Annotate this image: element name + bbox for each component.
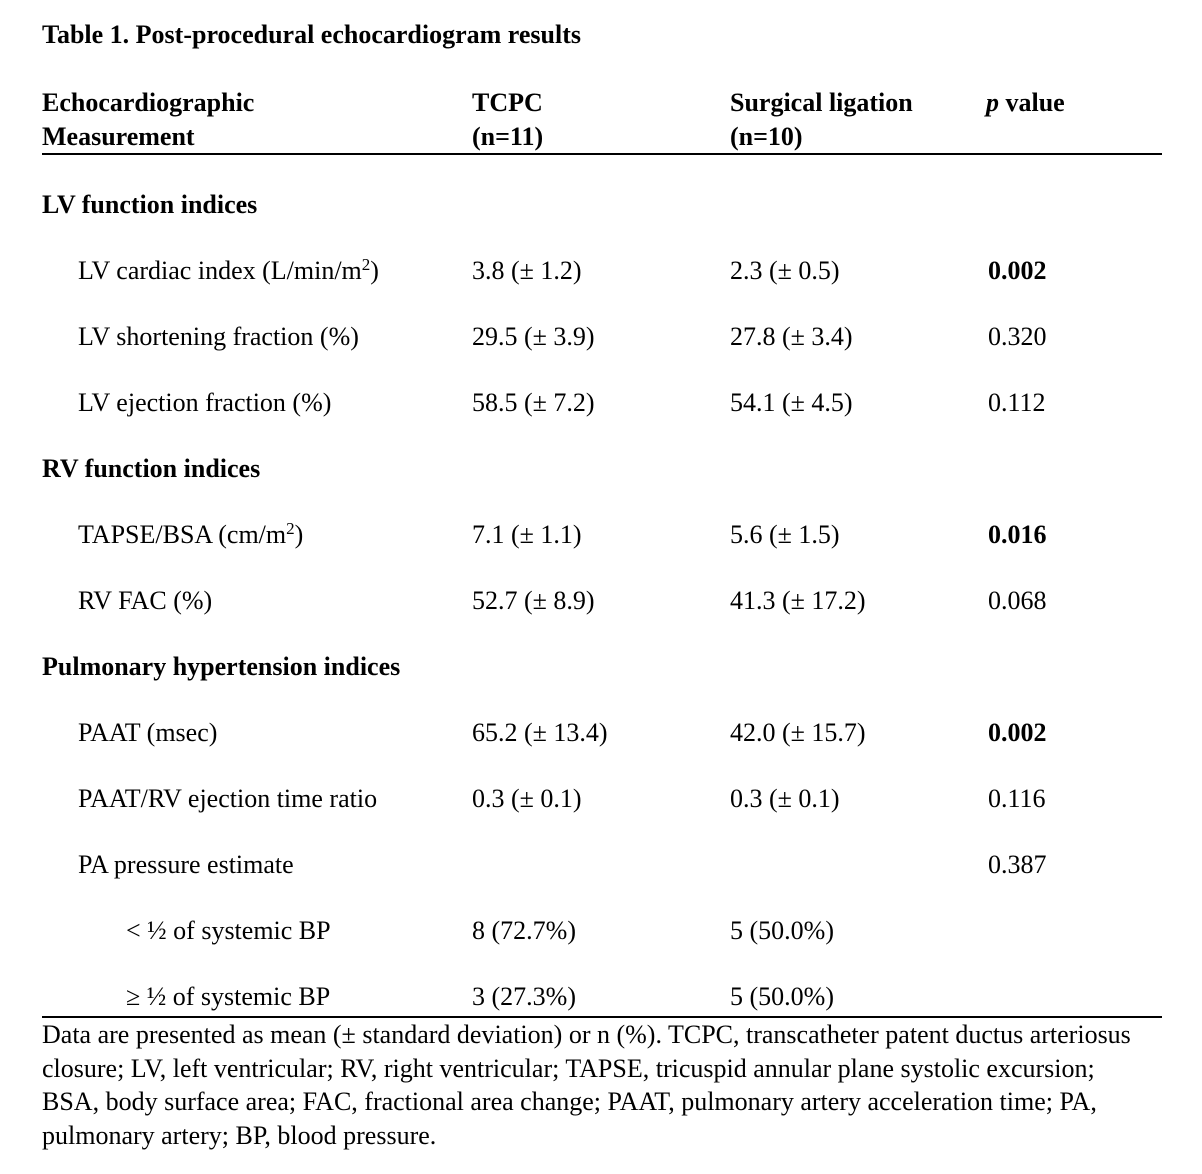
row-label-pa-pressure-estimate: PA pressure estimate (78, 850, 294, 879)
row-label-rv-fac: RV FAC (%) (78, 586, 213, 615)
label-text-end: ) (294, 520, 304, 549)
section-heading-lv: LV function indices (42, 190, 258, 219)
row-label-pa-lt-half: < ½ of systemic BP (126, 916, 331, 945)
section-heading-rv: RV function indices (42, 454, 261, 483)
column-header-tcpc (472, 86, 543, 154)
column-header-measurement (42, 86, 254, 154)
row-label-pa-ge-half: ≥ ½ of systemic BP (126, 982, 331, 1011)
column-header-measurement-line2: Measurement (42, 122, 195, 151)
p-italic: p (986, 88, 999, 117)
row-label-paat-ratio: PAAT/RV ejection time ratio (78, 784, 378, 813)
label-text: LV cardiac index (L/min/m (78, 256, 362, 285)
row-label-tapse-bsa (78, 520, 303, 550)
label-superscript: 2 (361, 255, 371, 274)
table-title: Table 1. Post-procedural echocardiogram results (42, 20, 581, 49)
cell-surgical-lv-shortening-fraction: 27.8 (± 3.4) (730, 322, 853, 351)
column-header-tcpc-line1: TCPC (472, 88, 543, 117)
cell-tcpc-paat: 65.2 (± 13.4) (472, 718, 608, 747)
cell-surgical-pa-ge-half: 5 (50.0%) (730, 982, 834, 1011)
cell-tcpc-lv-cardiac-index: 3.8 (± 1.2) (472, 256, 582, 285)
cell-surgical-paat: 42.0 (± 15.7) (730, 718, 866, 747)
label-text-end: ) (370, 256, 379, 285)
column-header-tcpc-line2: (n=11) (472, 122, 544, 151)
cell-surgical-paat-ratio: 0.3 (± 0.1) (730, 784, 840, 813)
cell-surgical-lv-cardiac-index: 2.3 (± 0.5) (730, 256, 840, 285)
cell-tcpc-tapse-bsa: 7.1 (± 1.1) (472, 520, 582, 549)
cell-tcpc-pa-ge-half: 3 (27.3%) (472, 982, 576, 1011)
cell-p-pa-pressure-estimate: 0.387 (988, 850, 1047, 879)
label-superscript: 2 (286, 519, 295, 538)
column-header-surgical-ligation (730, 86, 913, 154)
cell-surgical-tapse-bsa: 5.6 (± 1.5) (730, 520, 840, 549)
label-text: TAPSE/BSA (cm/m (78, 520, 287, 549)
cell-p-paat-ratio: 0.116 (988, 784, 1046, 813)
cell-p-lv-ejection-fraction: 0.112 (988, 388, 1046, 417)
row-label-lv-shortening-fraction: LV shortening fraction (%) (78, 322, 359, 351)
table-footnote: Data are presented as mean (± standard deviation) or n (%). TCPC, transcatheter patent ductus arteriosus closure; LV, left ventricular; RV, right ventricular; TAPSE, tricuspid annular plane systolic excursion; BSA, body surface area; FAC, fractional area change; PAAT, pulmonary artery acceleration time; PA, pulmonary artery; BP, blood pressure. (42, 1020, 1131, 1150)
row-label-lv-cardiac-index (78, 256, 379, 286)
cell-p-lv-shortening-fraction: 0.320 (988, 322, 1047, 351)
column-header-surgical-line2: (n=10) (730, 122, 803, 151)
cell-tcpc-lv-ejection-fraction: 58.5 (± 7.2) (472, 388, 595, 417)
section-heading-pulmonary-hypertension: Pulmonary hypertension indices (42, 652, 401, 681)
column-header-surgical-line1: Surgical ligation (730, 88, 913, 117)
header-rule (42, 153, 1162, 155)
cell-surgical-pa-lt-half: 5 (50.0%) (730, 916, 834, 945)
column-header-measurement-line1: Echocardiographic (42, 88, 255, 117)
p-value-word: value (999, 88, 1065, 117)
cell-surgical-lv-ejection-fraction: 54.1 (± 4.5) (730, 388, 853, 417)
cell-p-rv-fac: 0.068 (988, 586, 1047, 615)
cell-p-tapse-bsa: 0.016 (988, 520, 1047, 549)
cell-surgical-rv-fac: 41.3 (± 17.2) (730, 586, 866, 615)
column-header-p-value-line (986, 86, 1065, 120)
column-header-p-value (986, 86, 1065, 120)
cell-p-paat: 0.002 (988, 718, 1047, 747)
cell-tcpc-rv-fac: 52.7 (± 8.9) (472, 586, 595, 615)
cell-tcpc-lv-shortening-fraction: 29.5 (± 3.9) (472, 322, 595, 351)
cell-tcpc-pa-lt-half: 8 (72.7%) (472, 916, 576, 945)
row-label-paat: PAAT (msec) (78, 718, 218, 747)
cell-p-lv-cardiac-index: 0.002 (988, 256, 1047, 285)
row-label-lv-ejection-fraction: LV ejection fraction (%) (78, 388, 332, 417)
cell-tcpc-paat-ratio: 0.3 (± 0.1) (472, 784, 582, 813)
